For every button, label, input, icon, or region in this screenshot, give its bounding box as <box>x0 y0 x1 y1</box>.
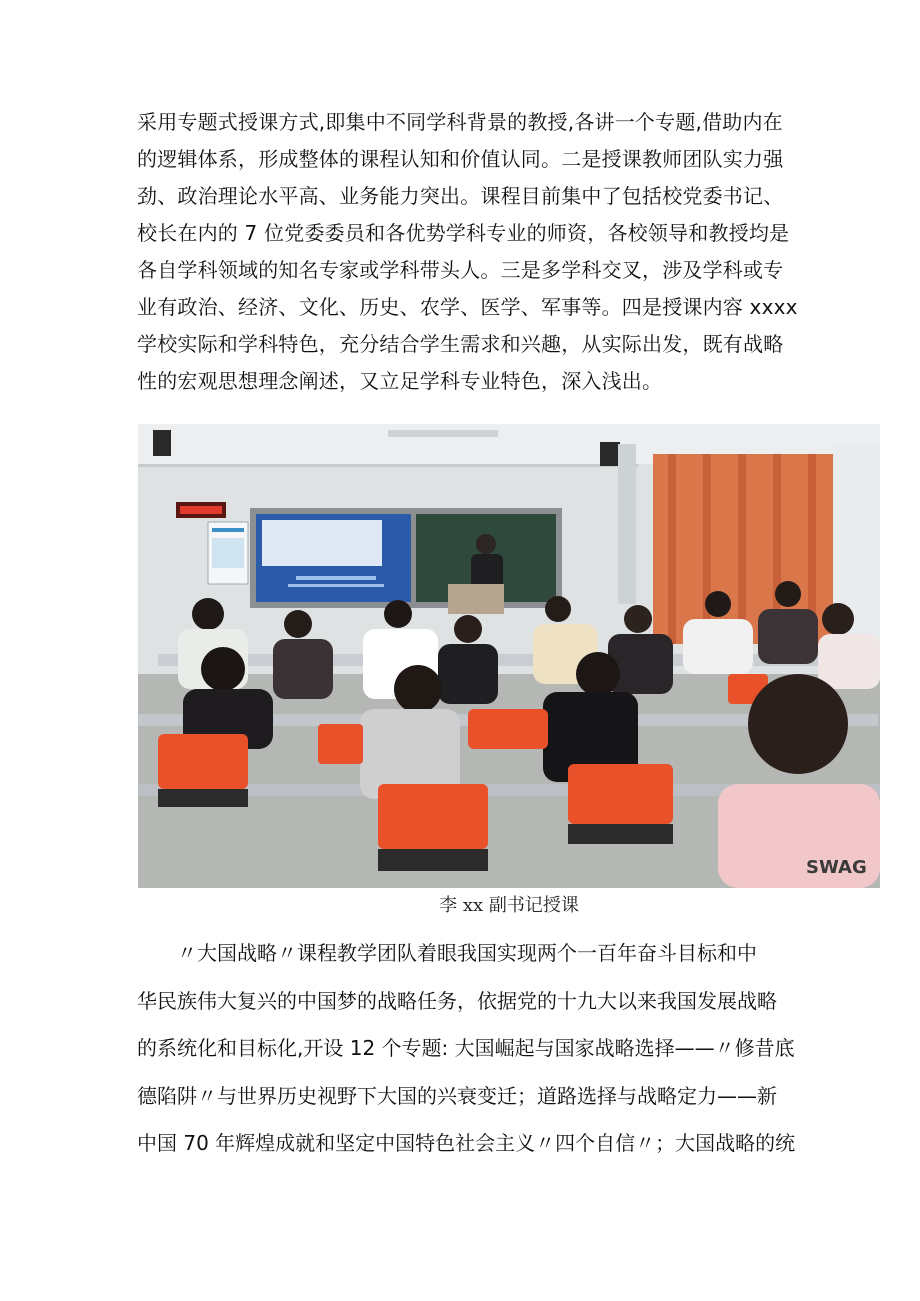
paragraph-line: 校长在内的 7 位党委委员和各优势学科专业的师资，各校领导和教授均是 <box>137 221 790 245</box>
paragraph-line: 采用专题式授课方式,即集中不同学科背景的教授,各讲一个专题,借助内在 <box>137 110 783 134</box>
chair-seat <box>568 824 673 844</box>
student-head <box>775 581 801 607</box>
classroom-illustration <box>138 424 880 888</box>
curtain-fold <box>703 454 711 644</box>
wall-trim <box>138 464 638 467</box>
chair-seat <box>378 849 488 871</box>
projector-mount <box>388 430 498 437</box>
wall-column <box>618 444 636 604</box>
speaker-left <box>153 430 171 456</box>
led-sign-glow <box>180 506 222 514</box>
student-head <box>192 598 224 630</box>
screen-slide <box>262 520 382 566</box>
chair-back <box>158 734 248 789</box>
paragraph-line: 的逻辑体系，形成整体的课程认知和价值认同。二是授课教师团队实力强 <box>137 147 784 171</box>
paragraph-line: 的系统化和目标化,开设 12 个专题: 大国崛起与国家战略选择——〃修昔底 <box>137 1036 795 1060</box>
student-body <box>758 609 818 664</box>
paragraph-line: 业有政治、经济、文化、历史、农学、医学、军事等。四是授课内容 xxxx <box>137 295 798 319</box>
student-head <box>545 596 571 622</box>
slide-text <box>296 576 376 580</box>
student-head <box>705 591 731 617</box>
photo-caption: 李 xx 副书记授课 <box>439 895 579 916</box>
chair-seat <box>158 789 248 807</box>
student-head <box>394 665 442 713</box>
chair-back <box>468 709 548 749</box>
speaker-right <box>600 442 620 466</box>
student-head <box>748 674 848 774</box>
chair-back <box>318 724 363 764</box>
paragraph-line: 劲、政治理论水平高、业务能力突出。课程目前集中了包括校党委书记、 <box>137 184 784 208</box>
paragraph-line: 性的宏观思想理念阐述，又立足学科专业特色，深入浅出。 <box>137 369 663 393</box>
chair-back <box>568 764 673 824</box>
shirt-text: SWAG <box>806 857 867 878</box>
student-head <box>822 603 854 635</box>
curtain-fold <box>738 454 746 644</box>
paragraph-line: 德陷阱〃与世界历史视野下大国的兴衰变迁；道路选择与战略定力——新 <box>137 1083 777 1108</box>
paragraph-line: 〃大国战略〃课程教学团队着眼我国实现两个一百年奋斗目标和中 <box>177 941 757 965</box>
paragraph-line: 华民族伟大复兴的中国梦的战略任务，依据党的十九大以来我国发展战略 <box>137 988 777 1013</box>
poster-body <box>212 538 244 568</box>
student-body <box>438 644 498 704</box>
student-head <box>624 605 652 633</box>
slide-text <box>288 584 384 587</box>
lectern <box>448 584 504 614</box>
student-body <box>608 634 673 694</box>
student-head <box>284 610 312 638</box>
student-body <box>683 619 753 674</box>
student-body <box>818 634 880 689</box>
classroom-photo <box>138 424 880 888</box>
curtain-fold <box>668 454 676 644</box>
student-head <box>576 652 620 696</box>
student-head <box>454 615 482 643</box>
body-paragraph <box>137 930 796 1168</box>
paragraph-line: 各自学科领域的知名专家或学科带头人。三是多学科交叉，涉及学科或专 <box>137 258 784 282</box>
paragraph-line: 学校实际和学科特色，充分结合学生需求和兴趣，从实际出发，既有战略 <box>137 332 784 356</box>
student-head <box>384 600 412 628</box>
chair-back <box>378 784 488 849</box>
teacher-head <box>476 534 496 554</box>
intro-paragraph <box>137 104 798 400</box>
student-head <box>201 647 245 691</box>
paragraph-line: 中国 70 年辉煌成就和坚定中国特色社会主义〃四个自信〃；大国战略的统 <box>137 1131 796 1155</box>
poster-line <box>212 528 244 532</box>
student-body <box>273 639 333 699</box>
